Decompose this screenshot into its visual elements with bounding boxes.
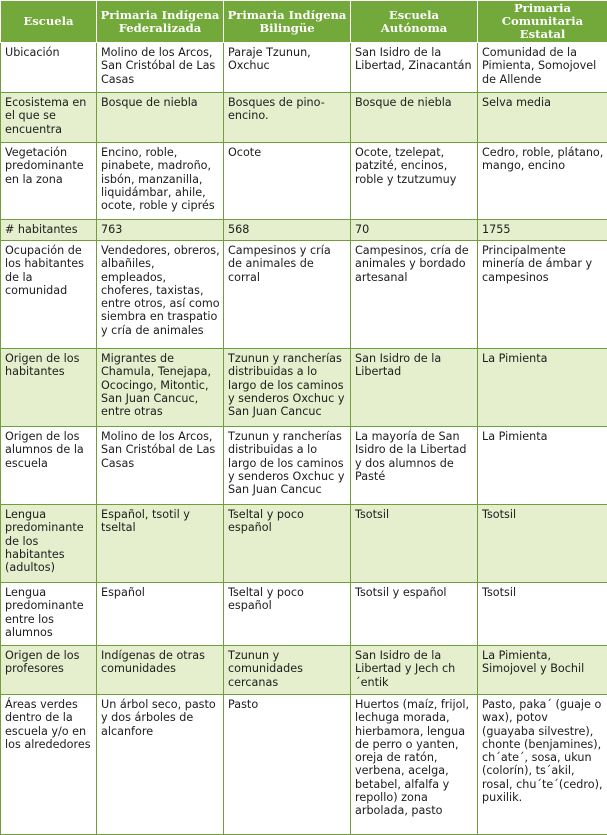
table-cell: Tzunun y rancherías distribuidas a lo largo de los caminos y senderos Oxchuc y San Juan Cancuc (224, 349, 351, 427)
row-label: Origen de los profesores (1, 646, 97, 695)
table-cell: Bosque de niebla (97, 93, 224, 143)
table-cell: 568 (224, 220, 351, 241)
row-label: Lengua predominante de los habitantes (adultos) (1, 505, 97, 583)
row-label: Ecosistema en el que se encuentra (1, 93, 97, 143)
table-cell: La mayoría de San Isidro de la Libertad y dos alumnos de Pasté (351, 427, 478, 505)
table-cell: Molino de los Arcos, San Cristóbal de Las Casas (97, 427, 224, 505)
table-cell: Bosques de pino-encino. (224, 93, 351, 143)
table-cell: Tseltal y poco español (224, 505, 351, 583)
row-vegetacion (1, 143, 607, 220)
table-cell: Ocote, tzelepat, patzité, encinos, roble y tzutzumuy (351, 143, 478, 220)
table-cell: Tzunun y rancherías distribuidas a lo largo de los caminos y senderos Oxchuc y San Juan Cancuc (224, 427, 351, 505)
table-cell: Comunidad de la Pimienta, Somojovel de Allende (478, 43, 607, 93)
table-cell: Campesinos, cría de animales y bordado artesanal (351, 241, 478, 349)
header-primaria-comunitaria-estatal: Primaria Comunitaria Estatal (478, 1, 607, 43)
table-cell: Campesinos y cría de animales de corral (224, 241, 351, 349)
table-cell: Cedro, roble, plátano, mango, encino (478, 143, 607, 220)
table-cell: San Isidro de la Libertad, Zinacantán (351, 43, 478, 93)
table-cell: Español (97, 583, 224, 646)
table-cell: Molino de los Arcos, San Cristóbal de Las Casas (97, 43, 224, 93)
table-cell: Tzunun y comunidades cercanas (224, 646, 351, 695)
table-cell: Ocote (224, 143, 351, 220)
row-origen-profesores (1, 646, 607, 695)
row-label: # habitantes (1, 220, 97, 241)
table-cell: La Pimienta (478, 427, 607, 505)
row-label: Ocupación de los habitantes de la comunidad (1, 241, 97, 349)
table-cell: Tsotsil y español (351, 583, 478, 646)
table-cell: La Pimienta (478, 349, 607, 427)
table-cell: Encino, roble, pinabete, madroño, isbón, manzanilla, liquidámbar, ahile, ocote, roble y ciprés (97, 143, 224, 220)
table-cell: San Isidro de la Libertad (351, 349, 478, 427)
header-escuela-autonoma: Escuela Autónoma (351, 1, 478, 43)
table-cell: 763 (97, 220, 224, 241)
row-label: Áreas verdes dentro de la escuela y/o en los alrededores (1, 695, 97, 835)
row-origen-alumnos (1, 427, 607, 505)
table-cell: Selva media (478, 93, 607, 143)
row-ecosistema (1, 93, 607, 143)
row-ubicacion (1, 43, 607, 93)
table-cell: La Pimienta, Simojovel y Bochil (478, 646, 607, 695)
row-ocupacion (1, 241, 607, 349)
row-areas-verdes (1, 695, 607, 835)
table-cell: Huertos (maíz, frijol, lechuga morada, hierbamora, lengua de perro o yanten, oreja de ratón, verbena, acelga, betabel, alfalfa y repollo) zona arbolada, pasto (351, 695, 478, 835)
table-cell: Tseltal y poco español (224, 583, 351, 646)
row-habitantes (1, 220, 607, 241)
table-cell: Pasto, paka´ (guaje o wax), potov (guayaba silvestre), chonte (benjamines), ch´ate´, sosa, ukun (colorín), ts´akil, rosal, chu´te´(cedro), puxilik. (478, 695, 607, 835)
row-origen-habitantes (1, 349, 607, 427)
table-cell: Principalmente minería de ámbar y campesinos (478, 241, 607, 349)
header-escuela: Escuela (1, 1, 97, 43)
table-cell: Indígenas de otras comunidades (97, 646, 224, 695)
header-row (1, 1, 607, 43)
row-label: Origen de los habitantes (1, 349, 97, 427)
table-cell: Español, tsotil y tseltal (97, 505, 224, 583)
table-cell: Bosque de niebla (351, 93, 478, 143)
row-label: Vegetación predominante en la zona (1, 143, 97, 220)
table-cell: Tsotsil (478, 583, 607, 646)
row-label: Lengua predominante entre los alumnos (1, 583, 97, 646)
table-cell: Pasto (224, 695, 351, 835)
table-cell: 1755 (478, 220, 607, 241)
table-cell: Un árbol seco, pasto y dos árboles de alcanfore (97, 695, 224, 835)
table-cell: Tsotsil (351, 505, 478, 583)
row-label: Ubicación (1, 43, 97, 93)
header-primaria-indigena-federalizada: Primaria Indígena Federalizada (97, 1, 224, 43)
table-cell: Paraje Tzunun, Oxchuc (224, 43, 351, 93)
header-primaria-indigena-bilingue: Primaria Indígena Bilingüe (224, 1, 351, 43)
table-cell: Migrantes de Chamula, Tenejapa, Ococingo, Mitontic, San Juan Cancuc, entre otras (97, 349, 224, 427)
table-cell: Vendedores, obreros, albañiles, empleados, choferes, taxistas, entre otros, así como siembra en traspatio y cría de animales (97, 241, 224, 349)
row-label: Origen de los alumnos de la escuela (1, 427, 97, 505)
table-cell: Tsotsil (478, 505, 607, 583)
row-lengua-habitantes (1, 505, 607, 583)
row-lengua-alumnos (1, 583, 607, 646)
table-cell: 70 (351, 220, 478, 241)
table-cell: San Isidro de la Libertad y Jech ch´entik (351, 646, 478, 695)
